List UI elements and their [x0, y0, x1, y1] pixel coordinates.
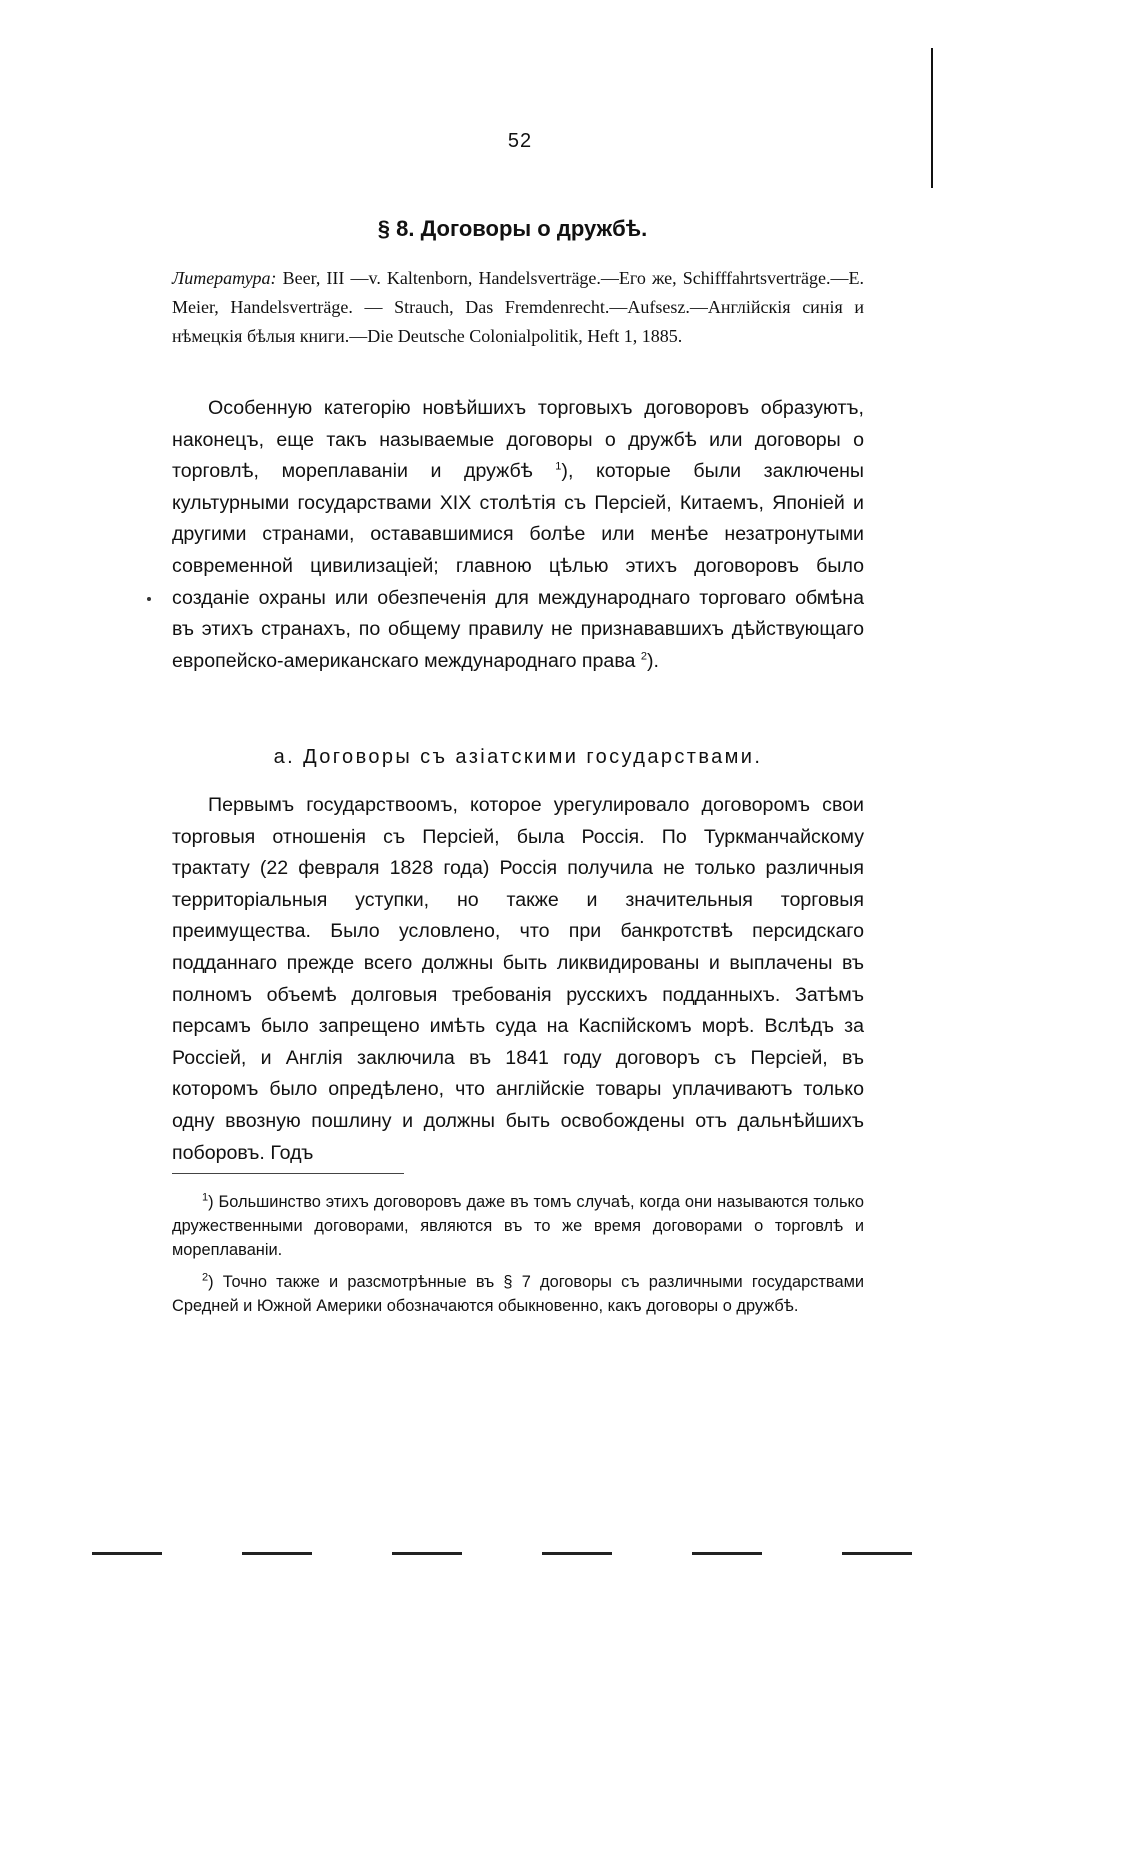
footnote-1 [172, 1190, 864, 1262]
footnote-separator [172, 1173, 404, 1174]
footnote-1-marker: 1 [202, 1191, 209, 1204]
footnote-1-text: ) Большинство этихъ договоровъ даже въ томъ случаѣ, когда они называются только дружественными договорами, являются въ то же время договорами о торговлѣ и мореплаваніи. [172, 1193, 864, 1259]
footnote-2 [172, 1270, 864, 1318]
paragraph-1-text-b: ), которые были заключены культурными государствами XIX столѣтія съ Персіей, Китаемъ, Японіей и другими странами, остававшимися болѣе или менѣе незатронутыми современной цивилизаціей; главною цѣлью этихъ договоровъ было созданіе охраны или обезпеченія для международнаго торговаго обмѣна въ этихъ странахъ, по общему правилу не признававшихъ дѣйствующаго европейско-американскаго международнаго права [172, 460, 865, 672]
page-number: 52 [507, 130, 533, 152]
footnote-ref-1: 1 [555, 460, 562, 473]
paragraph-1 [172, 393, 864, 677]
footnote-2-marker: 2 [202, 1271, 209, 1284]
section-title: 8. Договоры о дружбѣ. [396, 216, 648, 241]
paragraph-1-text-c: ). [646, 649, 659, 672]
footnote-2-text: ) Точно также и разсмотрѣнные въ § 7 договоры съ различными государствами Средней и Южной Америки обозначаются обыкновенно, какъ договоры о дружбѣ. [172, 1273, 864, 1315]
literature-text: Beer, III —v. Kaltenborn, Handelsverträge.—Его же, Schifffahrtsverträge.—E. Meier, Handelsverträge. — Strauch, Das Fremdenrecht.—Aufsesz.—Англійскія синія и нѣмецкія бѣлыя книги.—Die Deutsche Colonialpolitik, Heft 1, 1885. [172, 268, 864, 346]
scan-edge-marks [92, 1552, 952, 1555]
paragraph-2: Первымъ государствоомъ, которое урегулировало договоромъ свои торговыя отношенія съ Персіей, была Россія. По Туркманчайскому трактату (22 февраля 1828 года) Россія получила не только различныя территоріальныя уступки, но также и значительныя торговыя преимущества. Было условлено, что при банкротствѣ персидскаго подданнаго прежде всего должны быть ликвидированы и выплачены въ полномъ объемѣ долговыя требованія русскихъ подданныхъ. Затѣмъ персамъ было запрещено имѣть суда на Каспійскомъ морѣ. Вслѣдъ за Россіей, и Англія заключила въ 1841 году договоръ съ Персіей, въ которомъ было опредѣлено, что англійскіе товары уплачиваютъ только одну ввозную пошлину и должны быть освобождены отъ дальнѣйшихъ поборовъ. Годъ [172, 794, 864, 1164]
margin-dot [147, 597, 151, 601]
section-heading [0, 216, 1025, 242]
literature-label: Литература: [172, 268, 277, 288]
literature-block [172, 264, 864, 351]
paragraph-1-text-a: Особенную категорію новѣйшихъ торговыхъ договоровъ образуютъ, наконецъ, еще такъ называемые договоры о дружбѣ или договоры о торговлѣ, мореплаваніи и дружбѣ [172, 397, 864, 483]
margin-rule [931, 48, 933, 188]
section-sign: § [377, 216, 391, 241]
footnote-ref-2: 2 [640, 650, 647, 663]
subsection-heading: а. Договоры съ азіатскими государствами. [273, 746, 763, 768]
